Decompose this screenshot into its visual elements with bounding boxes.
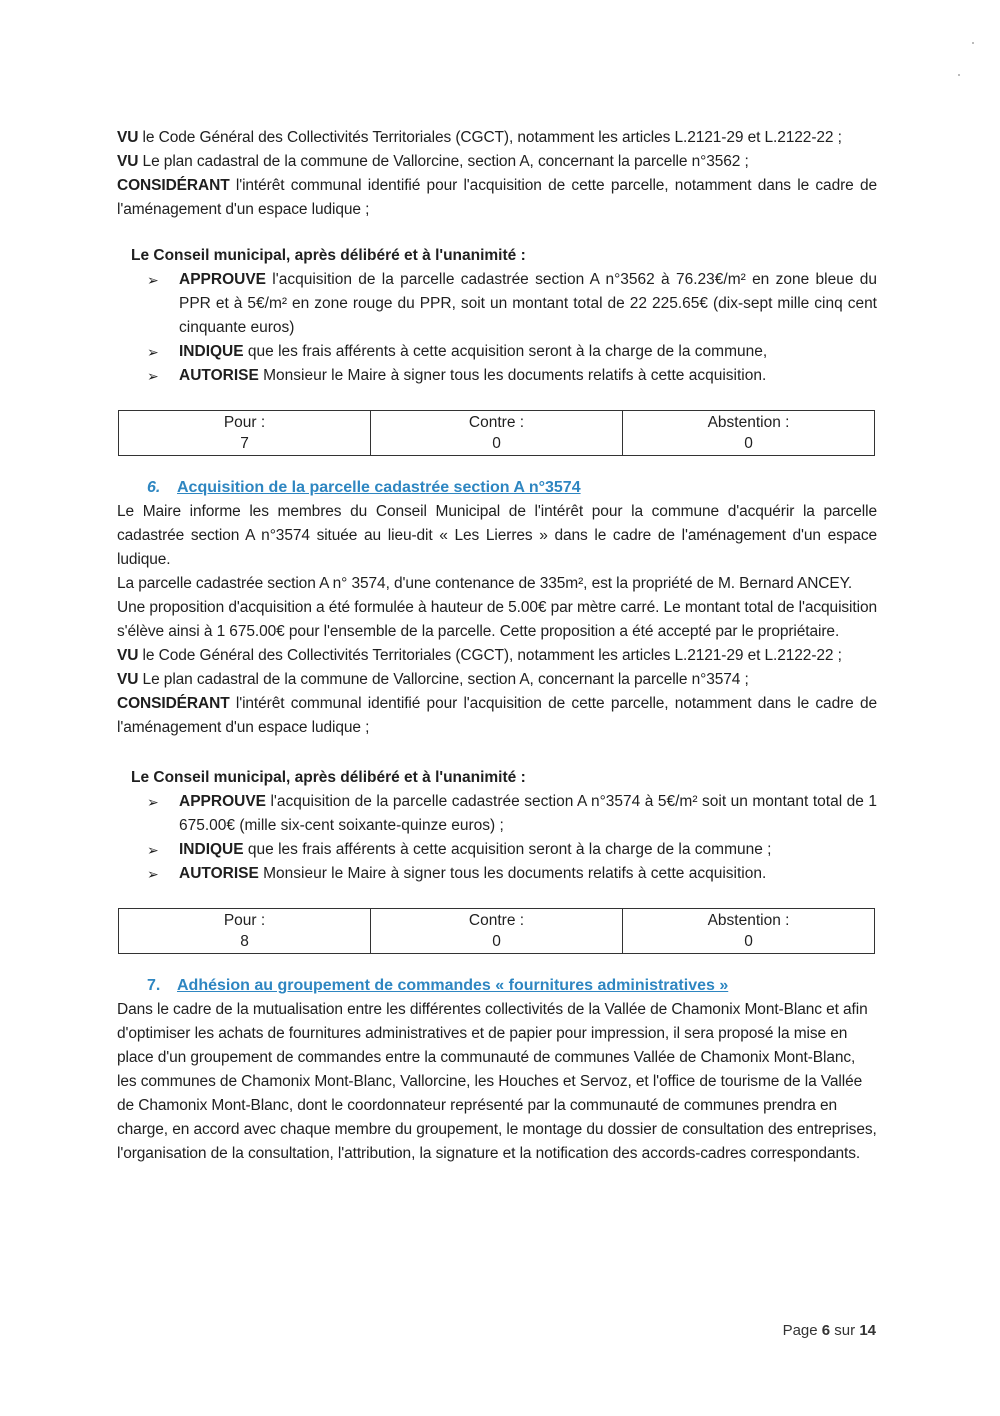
vote-contre: Contre : 0 [371, 909, 623, 954]
scan-speck [972, 42, 974, 44]
arrow-bullet-icon: ➢ [147, 344, 159, 360]
arrow-bullet-icon: ➢ [147, 842, 159, 858]
vu-plan-cadastral: VU Le plan cadastral de la commune de Vallorcine, section A, concernant la parcelle n°3562 ; [117, 153, 749, 170]
considerant: CONSIDÉRANT l'intérêt communal identifié pour l'acquisition de cette parcelle, notamment dans le cadre de l'aménagement d'un espace ludique ; [117, 695, 877, 736]
section-6-para-2: La parcelle cadastrée section A n° 3574, d'une contenance de 335m², est la propriété de M. Bernard ANCEY. [117, 575, 853, 592]
arrow-bullet-icon: ➢ [147, 368, 159, 384]
vote-abstention: Abstention : 0 [623, 909, 875, 954]
page-footer: Page 6 sur 14 [782, 1322, 876, 1339]
arrow-bullet-icon: ➢ [147, 794, 159, 810]
vote-table [118, 908, 875, 954]
decision-title: Le Conseil municipal, après délibéré et à l'unanimité : [131, 769, 526, 786]
considerant: CONSIDÉRANT l'intérêt communal identifié pour l'acquisition de cette parcelle, notamment dans le cadre de l'aménagement d'un espace ludique ; [117, 177, 877, 218]
vote-contre: Contre : 0 [371, 411, 623, 456]
arrow-bullet-icon: ➢ [147, 272, 159, 288]
vu-plan-cadastral: VU Le plan cadastral de la commune de Vallorcine, section A, concernant la parcelle n°3574 ; [117, 671, 749, 688]
decision-item-indique: ➢ INDIQUE que les frais afférents à cette acquisition seront à la charge de la commune, [147, 340, 877, 364]
vote-abstention: Abstention : 0 [623, 411, 875, 456]
vote-pour: Pour : 8 [119, 909, 371, 954]
decision-item-autorise: ➢ AUTORISE Monsieur le Maire à signer tous les documents relatifs à cette acquisition. [147, 862, 877, 886]
section-7-para-1: Dans le cadre de la mutualisation entre les différentes collectivités de la Vallée de Chamonix Mont-Blanc et afin d'optimiser les achats de fournitures administratives et de papier pour impression, il sera proposé la mise en place d'un groupement de commandes entre la communauté de communes Vallée de Chamonix Mont-Blanc, les communes de Chamonix Mont-Blanc, Vallorcine, les Houches et Servoz, et l'office de tourisme de la Vallée de Chamonix Mont-Blanc, dont le coordonnateur représenté par la communauté de communes prendra en charge, en accord avec chaque membre du groupement, le montage du dossier de consultation des entreprises, l'organisation de la consultation, l'attribution, la signature et la notification des accords-cadres correspondants. [117, 1001, 877, 1162]
decision-item-approuve: ➢ APPROUVE l'acquisition de la parcelle cadastrée section A n°3574 à 5€/m² soit un montant total de 1 675.00€ (mille six-cent soixante-quinze euros) ; [147, 790, 877, 838]
scan-speck [958, 74, 960, 76]
section-7-heading: 7. Adhésion au groupement de commandes « fournitures administratives » [147, 977, 729, 994]
vote-pour: Pour : 7 [119, 411, 371, 456]
vu-cgct: VU le Code Général des Collectivités Territoriales (CGCT), notamment les articles L.2121-29 et L.2122-22 ; [117, 129, 842, 146]
section-6-para-1: Le Maire informe les membres du Conseil Municipal de l'intérêt pour la commune d'acquérir la parcelle cadastrée section A n°3574 située au lieu-dit « Les Lierres » dans le cadre de l'aménagement d'un espace ludique. [117, 503, 877, 568]
decision-list [117, 268, 877, 388]
document-page [117, 126, 877, 1166]
decision-item-approuve: ➢ APPROUVE l'acquisition de la parcelle cadastrée section A n°3562 à 76.23€/m² en zone bleue du PPR et à 5€/m² en zone rouge du PPR, soit un montant total de 22 225.65€ (dix-sept mille cinq cent cinquante euros) [147, 268, 877, 340]
section-6-heading: 6. Acquisition de la parcelle cadastrée section A n°3574 [147, 479, 581, 496]
vu-cgct: VU le Code Général des Collectivités Territoriales (CGCT), notamment les articles L.2121-29 et L.2122-22 ; [117, 647, 842, 664]
section-6-para-3: Une proposition d'acquisition a été formulée à hauteur de 5.00€ par mètre carré. Le montant total de l'acquisition s'élève ainsi à 1 675.00€ pour l'ensemble de la parcelle. Cette proposition a été accepté par le propriétaire. [117, 599, 877, 640]
decision-list [117, 790, 877, 886]
arrow-bullet-icon: ➢ [147, 866, 159, 882]
vote-table [118, 410, 875, 456]
decision-title: Le Conseil municipal, après délibéré et à l'unanimité : [131, 247, 526, 264]
decision-item-autorise: ➢ AUTORISE Monsieur le Maire à signer tous les documents relatifs à cette acquisition. [147, 364, 877, 388]
decision-item-indique: ➢ INDIQUE que les frais afférents à cette acquisition seront à la charge de la commune ; [147, 838, 877, 862]
